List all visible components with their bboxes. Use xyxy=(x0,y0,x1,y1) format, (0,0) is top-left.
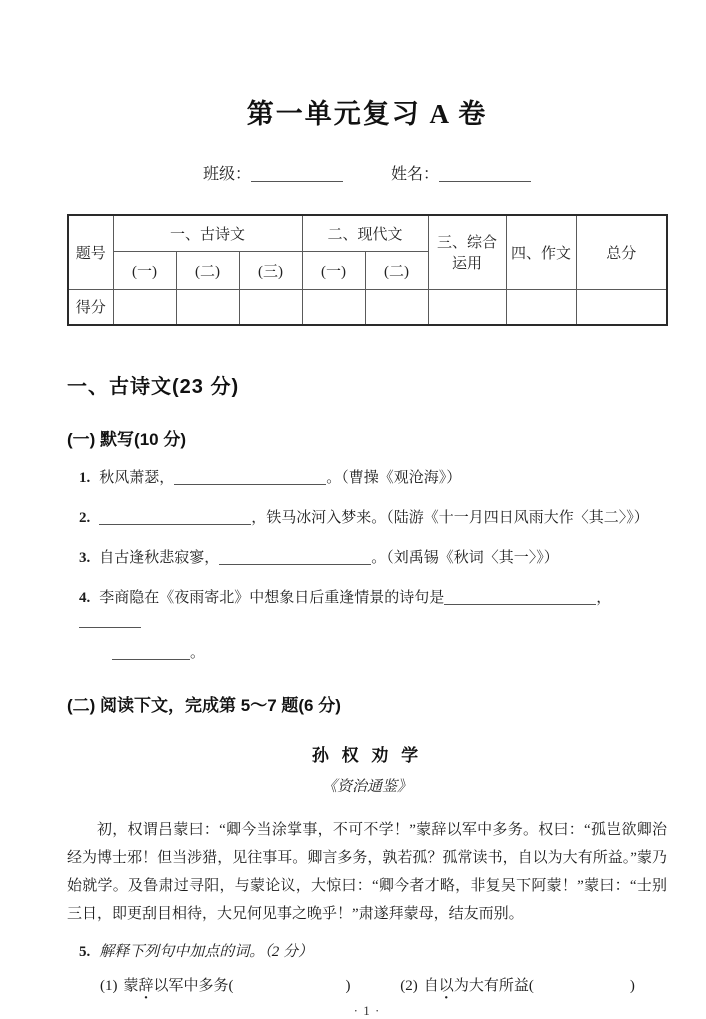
part-2-label: (2) xyxy=(400,978,418,994)
score-table-col-composition: 四、作文 xyxy=(506,215,576,289)
part-2-pre: 自 xyxy=(423,978,439,994)
question-4-pre-text: 李商隐在《夜雨寄北》中想象日后重逢情景的诗句是 xyxy=(99,590,445,606)
page-title: 第一单元复习 A 卷 xyxy=(246,99,488,129)
question-2-number: 2. xyxy=(79,510,91,526)
part-2-post: 为大有所益( xyxy=(453,978,534,994)
class-input-blank[interactable] xyxy=(251,165,343,182)
question-3-blank[interactable] xyxy=(219,549,371,565)
name-label: 姓名： xyxy=(391,166,440,183)
score-cell xyxy=(365,289,428,325)
question-5-part-2 xyxy=(400,974,635,995)
score-table-subcol-2: (二) xyxy=(176,251,239,289)
score-cell xyxy=(113,289,176,325)
question-4-blank-3[interactable] xyxy=(112,644,190,660)
passage-title: 孙 权 劝 学 xyxy=(311,746,423,765)
passage-body-text: 初，权谓吕蒙曰：“卿今当涂掌事，不可不学！”蒙辞以军中多务。权曰：“孤岂欲卿治经为博士邪！但当涉猎，见往事耳。卿言多务，孰若孤？孤常读书，自以为大有所益。”蒙乃始就学。及鲁肃过寻阳，与蒙论议，大惊曰：“卿今者才略，非复吴下阿蒙！”蒙曰：“士别三日，即更刮目相待，大兄何见事之晚乎！”肃遂拜蒙母，结友而别。 xyxy=(67,822,667,922)
question-5-stem xyxy=(67,940,667,961)
passage-source: 《资治通鉴》 xyxy=(321,779,412,795)
part-2-close-paren: ) xyxy=(629,978,635,994)
question-4 xyxy=(67,587,667,665)
student-info-line xyxy=(67,161,667,184)
score-table-header-question: 题号 xyxy=(68,215,113,289)
score-table-subcol-1: (一) xyxy=(113,251,176,289)
question-5-number: 5. xyxy=(79,944,91,960)
part-1-pre: 蒙 xyxy=(123,978,139,994)
question-3-post-text: 。（刘禹锡《秋词〈其一〉》） xyxy=(371,550,559,566)
question-4-blank-1[interactable] xyxy=(444,589,596,605)
question-2-post-text: ，铁马冰河入梦来。（陆游《十一月四日风雨大作〈其二〉》） xyxy=(251,510,649,526)
part-1-dotted-char: 辞 xyxy=(138,978,154,994)
question-4-period: 。 xyxy=(190,645,206,661)
section1-sub2-heading: (二) 阅读下文，完成第 5～7 题(6 分) xyxy=(67,696,341,715)
score-cell xyxy=(176,289,239,325)
question-5-parts xyxy=(67,974,667,995)
name-input-blank[interactable] xyxy=(439,165,531,182)
score-table-col-total: 总分 xyxy=(576,215,667,289)
part-2-dotted-char: 以 xyxy=(438,978,454,994)
part-1-post: 以军中多务( xyxy=(153,978,234,994)
score-cell xyxy=(239,289,302,325)
question-5-part-1 xyxy=(100,974,351,995)
question-3-number: 3. xyxy=(79,550,91,566)
score-table-subcol-3: (三) xyxy=(239,251,302,289)
class-field-group xyxy=(203,161,343,184)
section1-sub1-heading: (一) 默写(10 分) xyxy=(67,430,186,449)
part-1-close-paren: ) xyxy=(345,978,351,994)
question-1 xyxy=(67,467,667,490)
page-number: · 1 · xyxy=(353,1003,381,1018)
score-cell xyxy=(428,289,506,325)
question-4-continuation xyxy=(79,642,667,665)
score-table-col-comprehensive: 三、综合运用 xyxy=(428,215,506,289)
score-cell xyxy=(302,289,365,325)
question-1-pre-text: 秋风萧瑟， xyxy=(99,470,175,486)
score-table-subcol-5: (二) xyxy=(365,251,428,289)
question-5-stem-text: 解释下列句中加点的词。（2 分） xyxy=(99,944,314,960)
score-table-subcol-4: (一) xyxy=(302,251,365,289)
question-4-number: 4. xyxy=(79,590,91,606)
part-1-label: (1) xyxy=(100,978,118,994)
question-3 xyxy=(67,547,667,570)
question-2-blank[interactable] xyxy=(99,509,251,525)
class-label: 班级： xyxy=(202,166,251,183)
score-row-header: 得分 xyxy=(68,289,113,325)
question-1-blank[interactable] xyxy=(174,469,326,485)
question-4-blank-2[interactable] xyxy=(79,612,141,628)
score-table-group-xiandaiwen: 二、现代文 xyxy=(302,215,428,251)
section1-heading: 一、古诗文(23 分) xyxy=(67,376,240,398)
score-table-group-gushiwen: 一、古诗文 xyxy=(113,215,302,251)
question-3-pre-text: 自古逢秋悲寂寥， xyxy=(99,550,220,566)
score-table xyxy=(67,214,668,326)
question-1-number: 1. xyxy=(79,470,91,486)
question-1-post-text: 。（曹操《观沧海》） xyxy=(326,470,462,486)
score-cell xyxy=(576,289,667,325)
name-field-group xyxy=(391,161,531,184)
question-4-comma: ， xyxy=(596,590,612,606)
score-cell xyxy=(506,289,576,325)
question-2 xyxy=(67,507,667,530)
